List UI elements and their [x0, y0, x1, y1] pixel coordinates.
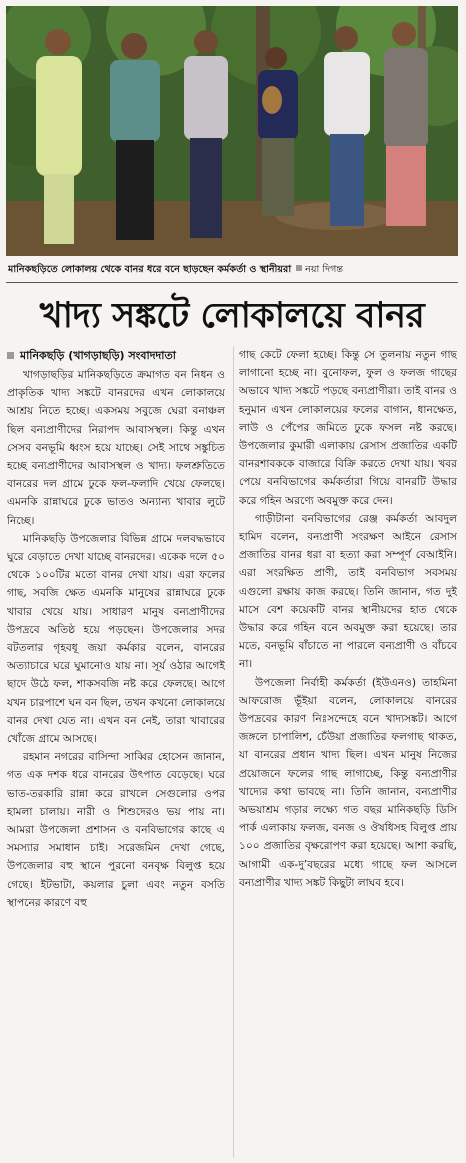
divider	[6, 282, 458, 283]
paragraph: গাছ কেটে ফেলা হচ্ছে। কিন্তু সে তুলনায় নতুন গাছ লাগানো হচ্ছে না। বুনোফল, ফুল ও ফলজ গাছের অভাবে খাদ্য সঙ্কটে পড়ছে বন্যপ্রাণীরা। তাই বানর ও হনুমান এখন লোকালয়ের ফলের বাগান, ধানক্ষেত, লাউ ও পেঁপের জমিতে ঢুকে ফসল নষ্ট করছে। উপজেলার কুমারী এলাকায় রেসাস প্রজাতির একটি বানরশাবককে বাজারে বিক্রি করতে দেখা যায়। খবর পেয়ে বনবিভাগের কর্মকর্তারা গিয়ে বানরটি উদ্ধার করে গহিন অরণ্যে অবমুক্ত করে দেন।	[239, 349, 457, 507]
article-body	[7, 346, 457, 1158]
headline: খাদ্য সঙ্কটে লোকালয়ে বানর	[39, 296, 425, 336]
photo-caption	[8, 262, 458, 278]
paragraph: উপজেলা নির্বাহী কর্মকর্তা (ইউএনও) তাহমিনা আফরোজ ভূঁইয়া বলেন, লোকালয়ে বানরের উপদ্রবের কারণ নিঃসন্দেহে বনে খাদ্যসঙ্কট। আগে জঙ্গলে চাপালিশ, চেঁউয়া প্রজাতির ফলগাছ থাকত, যা বানরের প্রধান খাদ্য ছিল। এখন মানুষ নিজের প্রয়োজনে ফলের গাছ লাগাচ্ছে, কিন্তু বন্যপ্রাণীর খাদ্যের কথা ভাবছে না। তিনি জানান, বন্যপ্রাণীর অভয়াশ্রম গড়ার লক্ষ্যে গত বছর মানিকছড়ি ডিসি পার্ক এলাকায় ফলজ, বনজ ও ঔষধিসহ বিলুপ্ত প্রায় ১০০ প্রজাতির বৃক্ষরোপণ করা হয়েছে। আশা করছি, আগামী এক-দু’বছরের মধ্যে গাছে ফল আসলে বন্যপ্রাণীর খাদ্য সঙ্কট কিছুটা লাঘব হবে।	[239, 676, 457, 889]
byline	[7, 346, 225, 365]
caption-source: নয়া দিগন্ত	[305, 264, 344, 275]
article-column-1	[7, 346, 225, 1158]
square-bullet-icon	[7, 352, 14, 359]
photo-people-forest-icon	[6, 6, 458, 256]
byline-text: মানিকছড়ি (খাগড়াছড়ি) সংবাদদাতা	[20, 349, 176, 362]
square-bullet-icon	[296, 265, 302, 271]
caption-text: মানিকছড়িতে লোকালয় থেকে বানর ধরে বনে ছাড়ছেন কর্মকর্তা ও স্থানীয়রা	[8, 264, 292, 275]
paragraph: মানিকছড়ি উপজেলার বিভিন্ন গ্রামে দলবদ্ধভাবে ঘুরে বেড়াতে দেখা যাচ্ছে বানরদের। একেক দলে ৫০ থেকে ১০০টির মতো বানর দেখা যায়। এরা ফলের গাছ, সবজি ক্ষেত এমনকি মানুষের রান্নাঘরে ঢুকে খাবার খেয়ে যায়। সাধারণ মানুষ বন্যপ্রাণীদের উপদ্রবে অতিষ্ঠ হয়ে পড়ছেন। উপজেলার সদর বটতলার গৃহবধূ জয়া কর্মকার বলেন, বানরের অত্যাচারে ঘরে ঘুমানোও যায় না। সূর্য ওঠার আগেই ছাদে উঠে ফল, শাকসবজি নষ্ট করে ফেলছে। আগে যখন চারপাশে ঘন বন ছিল, তখন কখনো লোকালয়ে বানর দেখা যেত না। এখন বন নেই, তারা খাবারের খোঁজে গ্রামে আসছে।	[7, 532, 225, 746]
article-column-2	[239, 346, 457, 1158]
paragraph: খাগড়াছড়ির মানিকছড়িতে ক্রমাগত বন নিধন ও প্রাকৃতিক খাদ্য সঙ্কটে বানরদের এখন লোকালয়ে আশ্রয় নিতে হচ্ছে। একসময় সবুজে ঘেরা বনাঞ্চল ছিল বন্যপ্রাণীদের নিরাপদ আবাসস্থল। কিন্তু এখন সেসব বনভূমি ধ্বংস হয়ে যাচ্ছে। সেই সাথে সঙ্কুচিত হচ্ছে বন্যপ্রাণীদের আবাসস্থল ও খাদ্য। ফলশ্রুতিতে বানরের দল গ্রামে ঢুকে ফল-ফলাদি খেয়ে ফেলছে। এমনকি রান্নাঘরে ঢুকে ভাতও অন্যান্য খাবার লুটে নিচ্ছে।	[7, 369, 225, 527]
news-photo	[6, 6, 458, 256]
paragraph: গাড়ীটানা বনবিভাগের রেঞ্জ কর্মকর্তা আবদুল হামিদ বলেন, বন্যপ্রাণী সংরক্ষণ আইনে রেসাস প্রজাতির বানর ধরা বা হত্যা করা সম্পূর্ণ বেআইনি। এরা সংরক্ষিত প্রাণী, তাই বনবিভাগ সবসময় এগুলো রক্ষায় কাজ করছে। তিনি জানান, গত দুই মাসে বেশ কয়েকটি বানর স্থানীয়দের হাত থেকে উদ্ধার করে গহিন বনে অবমুক্ত করা হয়েছে। তার মতে, বনভূমি বাঁচাতে না পারলে বন্যপ্রাণী ও বাঁচবে না।	[239, 512, 457, 671]
paragraph: রহমান নগরের বাসিন্দা সাব্বির হোসেন জানান, গত এক দশক ধরে বানরের উৎপাত বেড়েছে। ঘরে ভাত-তরকারি রান্না করে রাখলে সেগুলোর ওপর হামলা চালায়। নারী ও শিশুদেরও ভয় পায় না। আমরা উপজেলা প্রশাসন ও বনবিভাগের কাছে এ সমস্যার সমাধান চাই। সরেজমিন দেখা গেছে, উপজেলার বহু স্থানে পুরনো বনবৃক্ষ বিলুপ্ত হয়ে গেছে। ইটভাটা, কয়লার চুলা এবং নতুন বসতি স্থাপনের কারণে বহু	[7, 751, 225, 909]
